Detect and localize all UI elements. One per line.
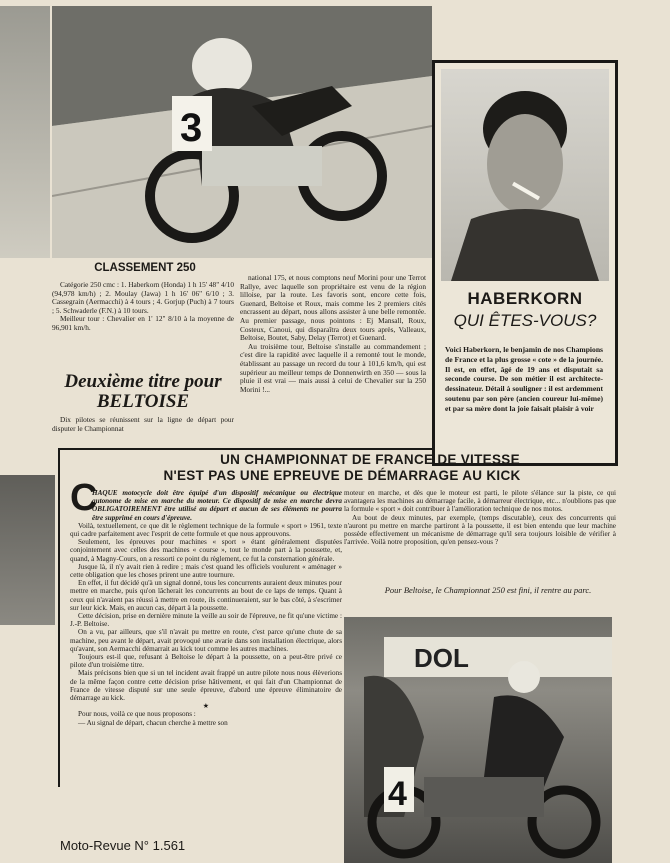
photo-caption: Pour Beltoise, le Championnat 250 est fini, il rentre au parc. [384,585,592,595]
editorial-p10: — Au signal de départ, chacun cherche à mettre son [78,718,228,727]
editorial-p5: Cette décision, prise en dernière minute la veille au soir de l'épreuve, ne fit qu'une victime : J.-P. Beltoise. [70,612,342,629]
editorial-p8: Mais précisons bien que si un tel incident avait frappé un autre pilote nous nous élèverions de la même façon contre cette décision prise hâtivement, et qui fait d'un Championnat de France de vitesse disputé sur une seule épreuve, d'abord une épreuve éliminatoire de démarrage au kick. [70,669,342,703]
haberkorn-box [432,60,618,466]
race-photo [52,6,432,258]
article-col1 [52,416,234,433]
haberkorn-portrait [441,69,609,281]
editorial-p9: Pour nous, voilà ce que nous proposons : [78,710,196,719]
editorial-r2: Au bout de deux minutes, par exemple, (temps discutable), ceux des concurrents qui n'auront pu mettre en marche partiront à la poussette, il est bien entendu que leur machine possède effectivement un mécanisme de démarrage qu'il sera toujours loisible de vérifier à l'arrivée. Voilà notre proposition, qu'en pensez-vous ? [344,513,616,547]
race-number: 3 [180,106,203,150]
editorial-right-column [344,489,616,546]
beltoise-illustration [344,617,612,863]
editorial-p1: Voilà, textuellement, ce que dit le règlement technique de la formule « sport » 1961, texte qui cadre parfaitement avec l'esprit de cette formule et que nous approuvons. [70,521,342,539]
bike-number: 4 [388,775,407,813]
editorial-r1: moteur en marche, et dès que le moteur est parti, le pilote s'élance sur la piste, ce qui avantagera les machines au démarrage facile, à démarreur électrique, etc... n'oublions pas que la formule « sport » doit contribuer à l'amélioration technique de nos motos. [344,489,616,514]
col1-text: Dix pilotes se réunissent sur la ligne de départ pour disputer le Championnat [52,415,234,433]
col2-text: national 175, et nous comptons neuf Morini pour une Terrot Rallye, avec laquelle son propriétaire est venu de la région lilloise, par la route. Les favoris sont, encore cette fois, Guenard, Beltoise et Roux, mais comme les 2 premiers cités encrassent au départ, nous allons assister à une belle remontée. Au premier passage, nous pointons : Ej Mansall, Roux, Costeux, Canoui, qui disparaîtra deux tours après, Valleaux, Beltoise, Boutet, Saby, Delay (Terrot) et Guenard. [240,273,426,343]
classement-results [52,281,234,333]
results-text: Catégorie 250 cmc : 1. Haberkorn (Honda) 1 h 15' 48" 4/10 (94,978 km/h) ; 2. Moulay (Jawa) 1 h 16' 06" 6/10 ; 3. Cassegrain (Aermacchi) à 4 tours ; 4. Gorjup (Puch) à 7 tours ; 5. Schwaderle (F.N.) à 10 tours. [52,280,234,315]
editorial-left-column [70,489,342,727]
editorial-headline-2: N'EST PAS UNE EPREUVE DE DÉMARRAGE AU KICK [163,468,521,483]
dropcap: C [70,477,98,519]
best-lap-text: Meilleur tour : Chevalier en 1' 12" 8/10 à la moyenne de 96,901 km/h. [52,314,234,332]
article-col2 [240,274,426,394]
haberkorn-bio: Voici Haberkorn, le benjamin de nos Champions de France et la plus grosse « cote » de la journée. Il est, en effet, âgé de 19 ans et disputait sa seconde course. De son métier il est architecte-dessinateur. Détail à souligner : il est ardemment soutenu par son père (ancien coureur lui-même) et par sa mère dont la joie faisait plaisir à voir [445,345,603,413]
star-separator: ★ [202,702,210,711]
editorial-p6: On a vu, par ailleurs, que s'il n'avait pu mettre en route, c'est parce qu'une chute de sa machine, peu avant le départ, avait provoqué une avarie dans son installation électrique, alors qu'avant, son Aermacchi démarrait au kick tout comme les autres machines. [70,628,342,653]
editorial-p4: En effet, il fut décidé qu'à un signal donné, tous les concurrents auraient deux minutes pour mettre en marche, puis qu'on lâcherait les concurrents au bout de ce laps de temps. Quant à ceux qui n'avaient pas réussi à mettre en route, ils continueraient, sur le bas côté, à s'escrimer sur leur kick. Mais, en aucun cas, départ à la poussette. [70,579,342,612]
haberkorn-subtitle: QUI ÊTES-VOUS? [453,311,597,330]
col3-text: Au troisième tour, Beltoise s'installe au commandement ; c'est dire la rapidité avec laquelle il a remonté tout le monde, établissant au passage un record du tour à 101,6 km/h, qui est supérieur au meilleur temps de Donnenwirth en 350 — sous la pluie il est vrai — mais aussi à celui de Chevalier sur la 250 Morini !... [240,341,426,394]
magazine-footer: Moto-Revue N° 1.561 [60,838,186,853]
left-edge-photo-2 [0,475,55,625]
editorial-headline-1: UN CHAMPIONNAT DE FRANCE DE VITESSE [220,452,520,467]
banner-text: DOL [414,643,469,673]
editorial-lead: HAQUE motocycle doit être équipé d'un dispositif mécanique ou électrique autonome de mise en marche du moteur. Ce dispositif de mise en marche devra OBLIGATOIREMENT être utilisé au départ et aucun de ses éléments ne pourra être supprimé en cours d'épreuve. [92,489,342,522]
left-edge-photo [0,6,50,258]
editorial-p3: Jusque là, il n'y avait rien à redire ; mais c'est quand les officiels voulurent « aménager » cette obligation que les choses prirent une autre tournure. [70,562,342,580]
motorcycle-racer-illustration [52,6,432,258]
article-headline: Deuxième titre pour BELTOISE [64,371,222,412]
portrait-illustration [441,69,609,281]
editorial-p7: Toujours est-il que, refusant à Beltoise le départ à la poussette, on a peut-être privé ce pilote d'un troisième titre. [70,653,342,670]
classement-title: CLASSEMENT 250 [94,262,196,274]
beltoise-photo [344,617,612,863]
editorial-p2: Seulement, les épreuves pour machines « sport » étant généralement disputées conjointement avec celles des machines « course », tout le monde part à la poussette, et, quand, à Magny-Cours, on a ressorti ce point du règlement, ce fut la consternation générale. [70,538,342,563]
haberkorn-name: HABERKORN [467,289,583,308]
